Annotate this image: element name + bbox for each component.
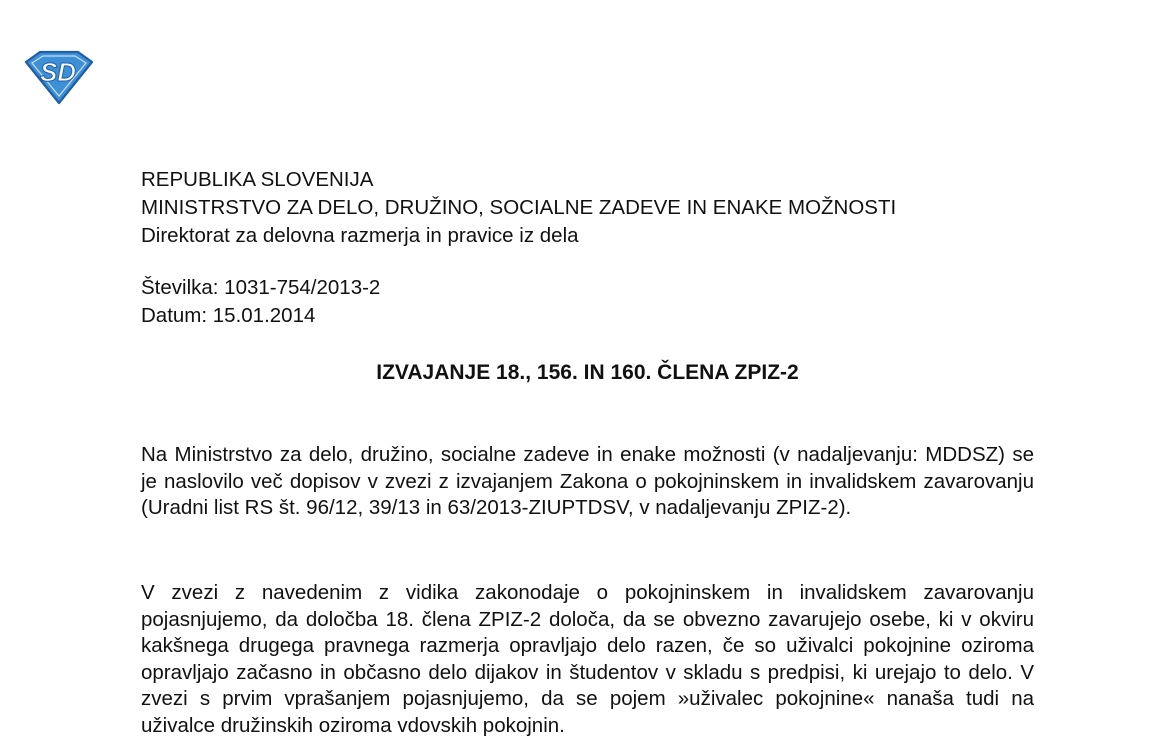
document-number: Številka: 1031-754/2013-2	[141, 276, 381, 299]
letterhead	[141, 166, 896, 250]
document-title: IZVAJANJE 18., 156. IN 160. ČLENA ZPIZ-2	[376, 361, 799, 384]
svg-text:SD: SD	[39, 57, 77, 87]
sd-shield-logo-icon	[22, 48, 96, 106]
letterhead-country: REPUBLIKA SLOVENIJA	[141, 168, 374, 191]
document-date: Datum: 15.01.2014	[141, 304, 316, 327]
letterhead-directorate: Direktorat za delovna razmerja in pravice iz dela	[141, 224, 579, 247]
letterhead-ministry: MINISTRSTVO ZA DELO, DRUŽINO, SOCIALNE ZADEVE IN ENAKE MOŽNOSTI	[141, 196, 897, 219]
document-meta	[141, 274, 380, 330]
body-paragraph-1: Na Ministrstvo za delo, družino, socialne zadeve in enake možnosti (v nadaljevanju: MDDSZ) se je naslovilo več dopisov v zvezi z izvajanjem Zakona o pokojninskem in invalidskem zavarovanju (Uradni list RS št. 96/12, 39/13 in 63/2013-ZIUPTDSV, v nadaljevanju ZPIZ-2).	[141, 443, 1034, 520]
body-paragraph-2: V zvezi z navedenim z vidika zakonodaje o pokojninskem in invalidskem zavarovanju pojasnjujemo, da določba 18. člena ZPIZ-2 določa, da se obvezno zavarujejo osebe, ki v okviru kakšnega drugega pravnega razmerja opravljajo delo razen, če so uživalci pokojnine oziroma opravljajo začasno in občasno delo dijakov in študentov v skladu s predpisi, ki urejajo to delo. V zvezi s prvim vprašanjem pojasnjujemo, da se pojem »uživalec pokojnine« nanaša tudi na uživalce družinskih oziroma vdovskih pokojnin.	[141, 581, 1034, 737]
